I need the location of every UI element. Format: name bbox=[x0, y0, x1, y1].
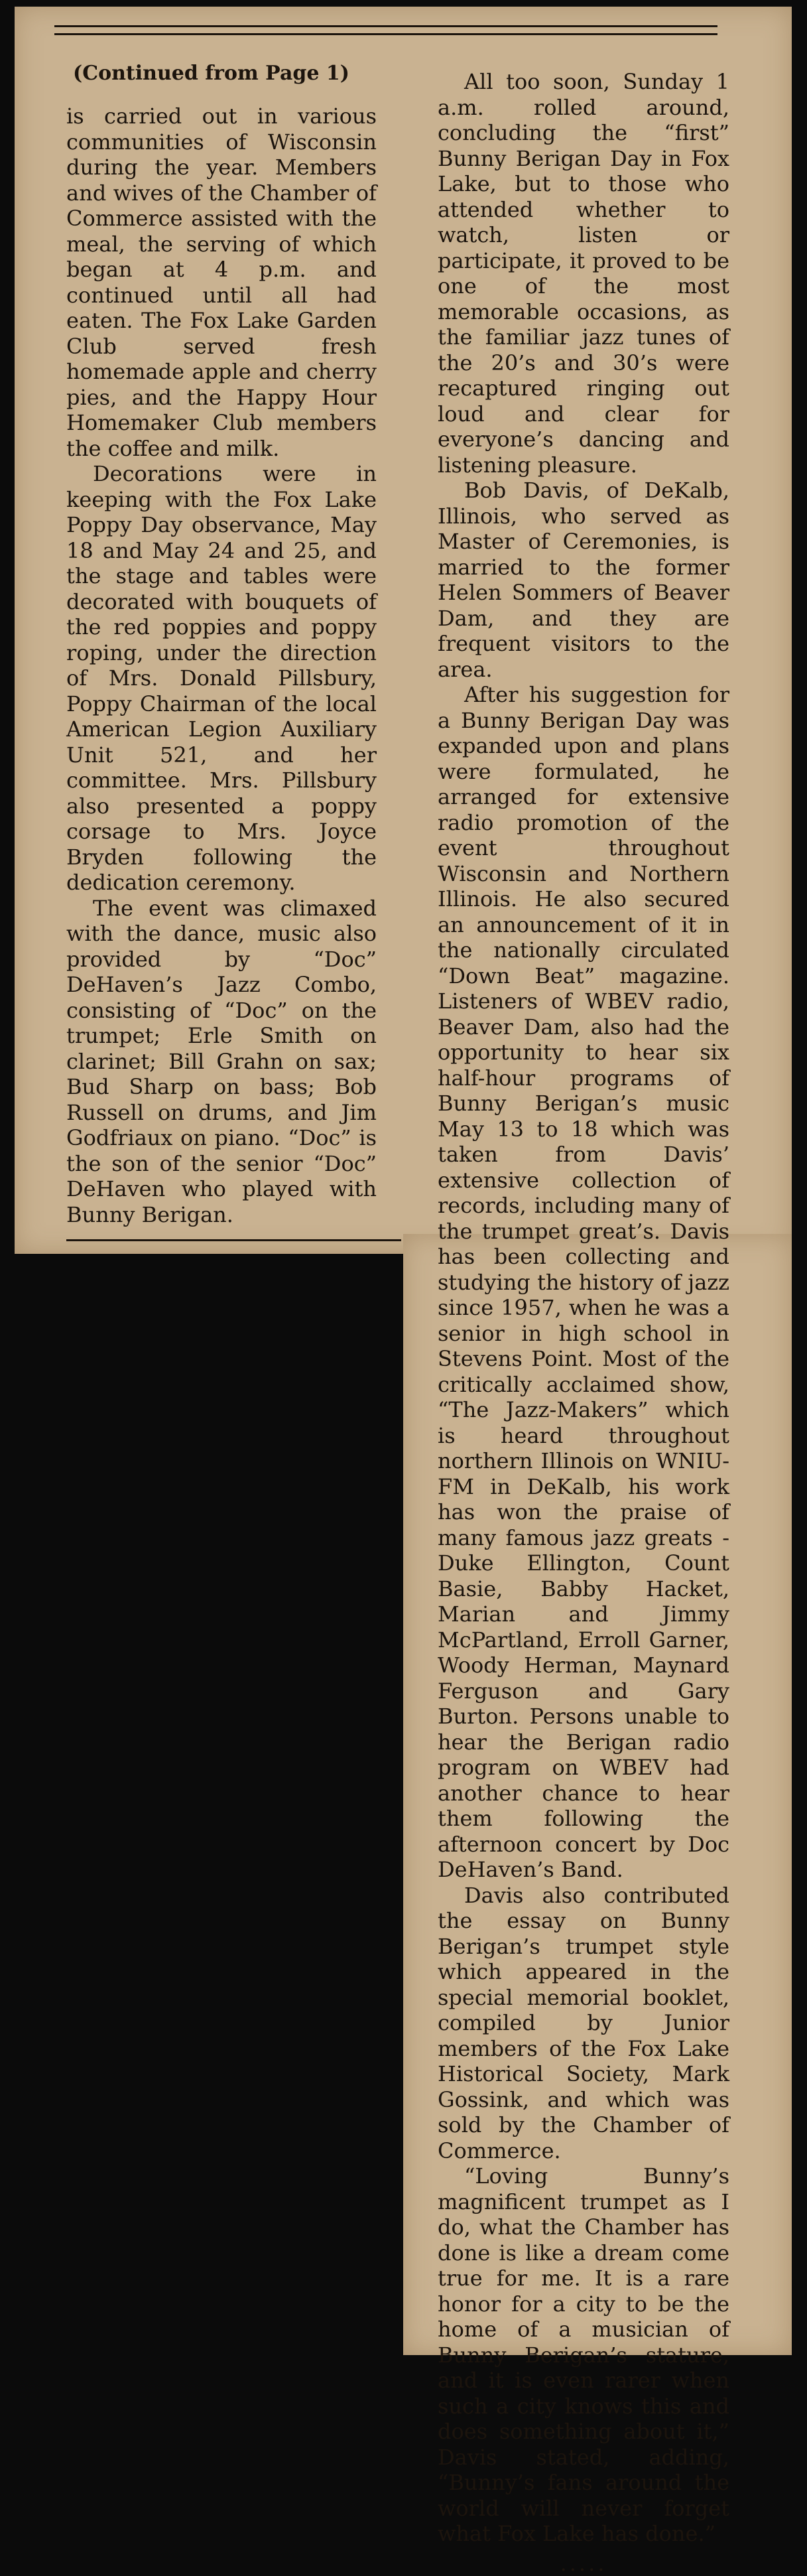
top-rule-second bbox=[54, 33, 717, 35]
left-column bbox=[66, 103, 377, 1227]
right-column bbox=[438, 69, 729, 2576]
top-rule bbox=[54, 25, 717, 27]
paragraph: is carried out in various communities of Wisconsin during the year. Members and wives of the Chamber of Commerce assisted with the meal, the serving of which began at 4 p.m. and continued until all had eaten. The Fox Lake Garden Club served fresh homemade apple and cherry pies, and the Happy Hour Homemaker Club members the coffee and milk. bbox=[66, 103, 377, 461]
end-mark: ..... bbox=[438, 2551, 729, 2576]
paragraph: Bob Davis, of DeKalb, Illinois, who served as Master of Ceremonies, is married to the former Helen Sommers of Beaver Dam, and they are frequent visitors to the area. bbox=[438, 478, 729, 682]
paragraph: After his suggestion for a Bunny Berigan Day was expanded upon and plans were formulated, he arranged for extensive radio promotion of the event throughout Wisconsin and Northern Illinois. He also secured an announcement of it in the nationally circulated “Down Beat” magazine. Listeners of WBEV radio, Beaver Dam, also had the opportunity to hear six half-hour programs of Bunny Berigan’s music May 13 to 18 which was taken from Davis’ extensive collection of records, including many of the trumpet great’s. Davis has been collecting and studying the history of jazz since 1957, when he was a senior in high school in Stevens Point. Most of the critically acclaimed show, “The Jazz-Makers” which is heard throughout northern Illinois on WNIU-FM in DeKalb, his work has won the praise of many famous jazz greats - Duke Ellington, Count Basie, Babby Hacket, Marian and Jimmy McPartland, Erroll Garner, Woody Herman, Maynard Ferguson and Gary Burton. Persons unable to hear the Berigan radio program on WBEV had another chance to hear them following the afternoon concert by Doc DeHaven’s Band. bbox=[438, 682, 729, 1883]
bottom-rule-left bbox=[66, 1239, 401, 1241]
paragraph: The event was climaxed with the dance, music also provided by “Doc” DeHaven’s Jazz Combo, consisting of “Doc” on the trumpet; Erle Smith on clarinet; Bill Grahn on sax; Bud Sharp on bass; Bob Russell on drums, and Jim Godfriaux on piano. “Doc” is the son of the senior “Doc” DeHaven who played with Bunny Berigan. bbox=[66, 896, 377, 1228]
paragraph: All too soon, Sunday 1 a.m. rolled around, concluding the “first” Bunny Berigan Day in Fox Lake, but to those who attended whether to watch, listen or participate, it proved to be one of the most memorable occasions, as the familiar jazz tunes of the 20’s and 30’s were recaptured ringing out loud and clear for everyone’s dancing and listening pleasure. bbox=[438, 69, 729, 478]
paragraph: Decorations were in keeping with the Fox Lake Poppy Day observance, May 18 and May 24 and 25, and the stage and tables were decorated with bouquets of the red poppies and poppy roping, under the direction of Mrs. Donald Pillsbury, Poppy Chairman of the local American Legion Auxiliary Unit 521, and her committee. Mrs. Pillsbury also presented a poppy corsage to Mrs. Joyce Bryden following the dedication ceremony. bbox=[66, 461, 377, 896]
paragraph: “Loving Bunny’s magnificent trumpet as I do, what the Chamber has done is like a dream come true for me. It is a rare honor for a city to be the home of a musician of Bunny Berigan’s stature, and it is even rarer when such a city knows this and does something about it,” Davis stated, adding, “Bunny’s fans around the world will never forget what Fox Lake has done.” bbox=[438, 2163, 729, 2547]
continued-label: (Continued from Page 1) bbox=[73, 61, 349, 86]
paragraph: Davis also contributed the essay on Bunny Berigan’s trumpet style which appeared in the special memorial booklet, compiled by Junior members of the Fox Lake Historical Society, Mark Gossink, and which was sold by the Chamber of Commerce. bbox=[438, 1883, 729, 2164]
